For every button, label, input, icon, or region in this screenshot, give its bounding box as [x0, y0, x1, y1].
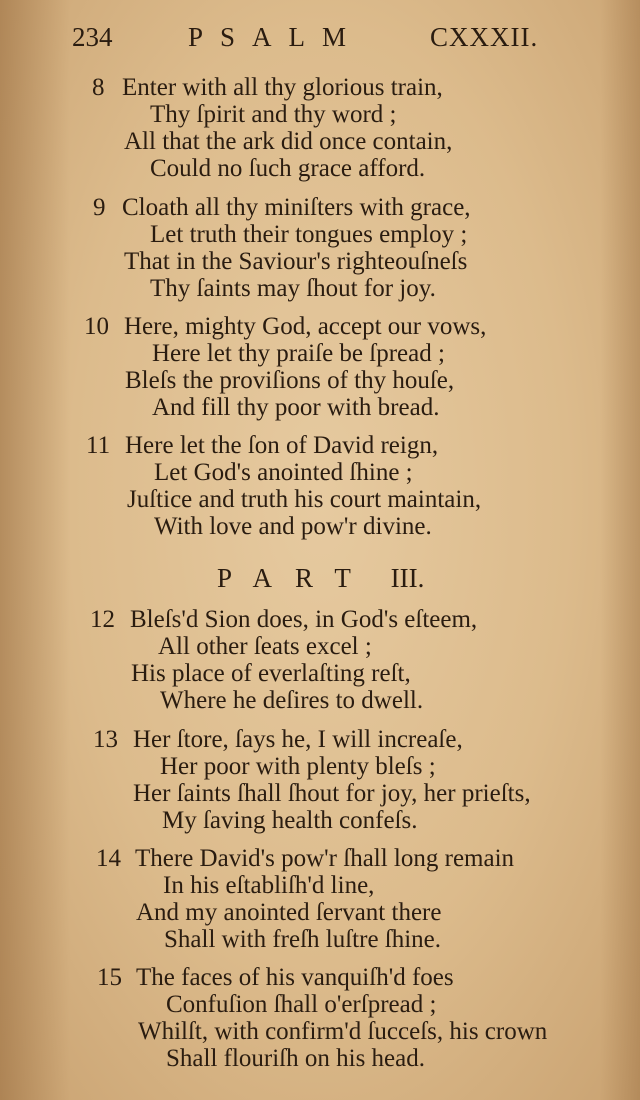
page-title: PSALM	[188, 22, 364, 52]
verse-number-10: 10	[84, 313, 109, 340]
verse-number-14: 14	[96, 845, 121, 872]
verse-number-11: 11	[86, 432, 111, 459]
verse-line: Her ſaints ſhall ſhout for joy, her prieſts,	[133, 780, 531, 807]
verse-line: My ſaving health confeſs.	[162, 807, 418, 834]
page-number: 234	[72, 22, 113, 52]
verse-line: Here let thy praiſe be ſpread ;	[152, 340, 445, 367]
verse-number-12: 12	[90, 606, 115, 633]
verse-line: All other ſeats excel ;	[158, 633, 372, 660]
verse-line: Let truth their tongues employ ;	[150, 221, 468, 248]
verse-line: Enter with all thy glorious train,	[122, 74, 443, 101]
verse-line: His place of everlaſting reſt,	[131, 660, 411, 687]
verse-line: Here, mighty God, accept our vows,	[124, 313, 487, 340]
verse-line: Where he deſires to dwell.	[160, 687, 424, 714]
verse-line: Thy ſaints may ſhout for joy.	[150, 275, 436, 302]
verse-line: Shall with freſh luſtre ſhine.	[164, 926, 442, 953]
part-heading-word: PART	[217, 563, 374, 593]
verse-line: Cloath all thy miniſters with grace,	[122, 194, 471, 221]
verse-line: Thy ſpirit and thy word ;	[150, 101, 397, 128]
verse-line: Her ſtore, ſays he, I will increaſe,	[133, 726, 463, 753]
verse-number-15: 15	[97, 964, 122, 991]
verse-line: Here let the ſon of David reign,	[125, 432, 439, 459]
part-heading-number: III.	[390, 563, 425, 593]
verse-line: Bleſs'd Sion does, in God's eſteem,	[130, 606, 478, 633]
verse-line: Bleſs the proviſions of thy houſe,	[125, 367, 455, 394]
verse-line: And fill thy poor with bread.	[152, 394, 440, 421]
verse-line: Let God's anointed ſhine ;	[154, 459, 413, 486]
part-heading	[217, 563, 424, 594]
verse-line: And my anointed ſervant there	[136, 899, 442, 926]
verse-number-9: 9	[93, 194, 106, 221]
verse-number-13: 13	[93, 726, 118, 753]
verse-line: Her poor with plenty bleſs ;	[160, 753, 436, 780]
verse-number-8: 8	[92, 74, 105, 101]
verse-line: With love and pow'r divine.	[154, 513, 432, 540]
verse-line: Whilſt, with confirm'd ſucceſs, his crown	[138, 1018, 548, 1045]
verse-line: That in the Saviour's righteouſneſs	[124, 248, 468, 275]
verse-line: The faces of his vanquiſh'd foes	[136, 964, 454, 991]
psalm-number: CXXXII.	[430, 22, 539, 52]
verse-line: Confuſion ſhall o'erſpread ;	[166, 991, 437, 1018]
verse-line: Juſtice and truth his court maintain,	[127, 486, 482, 513]
verse-line: Could no ſuch grace afford.	[150, 155, 426, 182]
verse-line: Shall flouriſh on his head.	[166, 1045, 425, 1072]
verse-line: In his eſtabliſh'd line,	[163, 872, 375, 899]
verse-line: All that the ark did once contain,	[124, 128, 453, 155]
verse-line: There David's pow'r ſhall long remain	[135, 845, 515, 872]
